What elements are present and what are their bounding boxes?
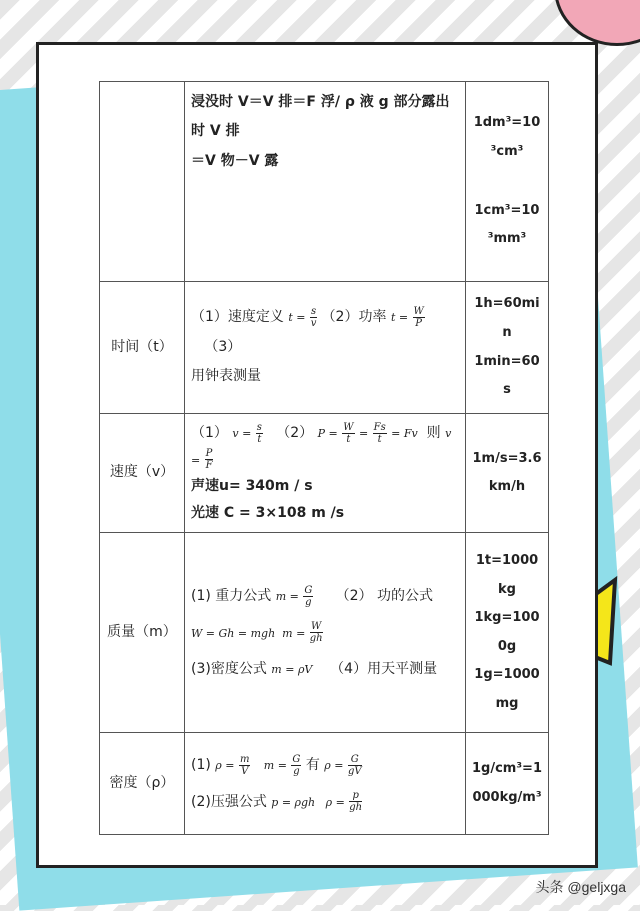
fraction: $\frac{W}{P}$ (413, 305, 424, 329)
fraction: $\frac{s}{v}$ (310, 305, 317, 329)
conversion-item: 1dm³=10³cm³ (473, 115, 541, 159)
formula-line: (1) (191, 757, 211, 774)
formula: t = (288, 311, 306, 325)
table-row (100, 533, 549, 733)
formula-line: （2） 功的公式 (335, 588, 433, 605)
fraction: $\frac{P}{F}$ (205, 448, 213, 472)
unit-conversion-cell (466, 414, 549, 533)
quantity-name: 密度（ρ） (100, 733, 185, 835)
conversion-item: 1min=60s (474, 353, 540, 398)
formula-cell (185, 282, 466, 414)
formula: v = (191, 427, 452, 467)
quantity-name: 时间（t） (100, 282, 185, 414)
formula-line: （2） (276, 425, 314, 441)
unit-conversion-cell (466, 82, 549, 282)
watermark: 头条 @geljxga (535, 879, 626, 895)
formula-line: ＝V 物－V 露 (191, 152, 279, 169)
conversion-item: 1g/cm³=1000kg/m³ (472, 761, 542, 805)
formula-line: （3） (204, 338, 242, 355)
fraction: $\frac{W}{t}$ (343, 421, 354, 445)
conversion-item: 1t=1000kg (475, 553, 539, 597)
formula: m = ρV (271, 663, 313, 677)
formula-line: (2)压强公式 (191, 793, 267, 810)
conversion-item: 1cm³=10³mm³ (474, 202, 540, 247)
conversion-item: 1kg=1000g (474, 610, 540, 654)
formula-line: 则 (426, 425, 441, 441)
unit-conversion-cell (466, 733, 549, 835)
fraction: $\frac{m}{V}$ (239, 753, 250, 777)
quantity-name: 速度（v） (100, 414, 185, 533)
conversion-item: 1m/s=3.6km/h (472, 450, 542, 495)
formula: P = (317, 427, 338, 440)
formula-line: 有 (305, 757, 320, 774)
formula-line: (3)密度公式 (191, 661, 267, 678)
formula-table (99, 81, 549, 835)
paper-sheet (36, 42, 598, 868)
formula-cell: （1） v = $\frac{s}{t}$ （2） P = $\frac{W}{t}$ = $\frac{Fs}{t}$ = Fv 则 v = $\frac{P}{F}$ 声速u= 340m / s 光速 C = 3×108 m /s (185, 414, 466, 533)
fraction: $\frac{Fs}{t}$ (373, 421, 386, 445)
formula: m = (275, 590, 299, 604)
formula-line: (1) 重力公式 (191, 588, 272, 605)
fraction: $\frac{W}{gh}$ (309, 621, 323, 645)
fraction: $\frac{s}{t}$ (256, 421, 262, 445)
formula: t = (390, 311, 409, 325)
formula: v = (232, 427, 252, 440)
formula-line: 用钟表测量 (191, 368, 261, 385)
unit-conversion-cell (466, 533, 549, 733)
formula-line: 浸没时 V＝V 排＝F 浮/ ρ 液 g 部分露出时 V 排 (191, 94, 450, 140)
fraction: $\frac{G}{g}$ (304, 584, 313, 608)
table-row (100, 282, 549, 414)
unit-conversion-cell (466, 282, 549, 414)
quantity-name (100, 82, 185, 282)
formula-cell: (1) ρ = $\frac{m}{V}$ m = $\frac{G}{g}$ 有 ρ = $\frac{G}{gV}$ (2)压强公式 p = ρgh ρ = $\frac{p}{gh}$ (185, 733, 466, 835)
formula-line: （2）功率 (321, 309, 387, 326)
quantity-name: 质量（m） (100, 533, 185, 733)
table-row (100, 82, 549, 282)
fraction: $\frac{G}{g}$ (292, 753, 301, 777)
formula-line: （1） (191, 425, 228, 441)
conversion-item: 1h=60min (474, 296, 540, 340)
formula-line: 光速 C = 3×108 m /s (191, 504, 345, 521)
formula-cell (185, 82, 466, 282)
formula-line: （4）用天平测量 (330, 661, 438, 678)
formula: p = ρgh ρ = (271, 795, 345, 809)
formula-line: 声速u= 340m / s (191, 478, 313, 495)
table-row (100, 733, 549, 835)
fraction: $\frac{p}{gh}$ (349, 790, 363, 814)
decor-pink-circle (554, 0, 640, 46)
formula: ρ = (215, 759, 235, 773)
fraction: $\frac{G}{gV}$ (347, 753, 362, 777)
table-row (100, 414, 549, 533)
formula-cell (185, 533, 466, 733)
formula: W = Gh = mgh m = (191, 626, 306, 640)
conversion-item: 1g=1000mg (474, 667, 540, 712)
formula-line: （1）速度定义 (191, 309, 284, 326)
